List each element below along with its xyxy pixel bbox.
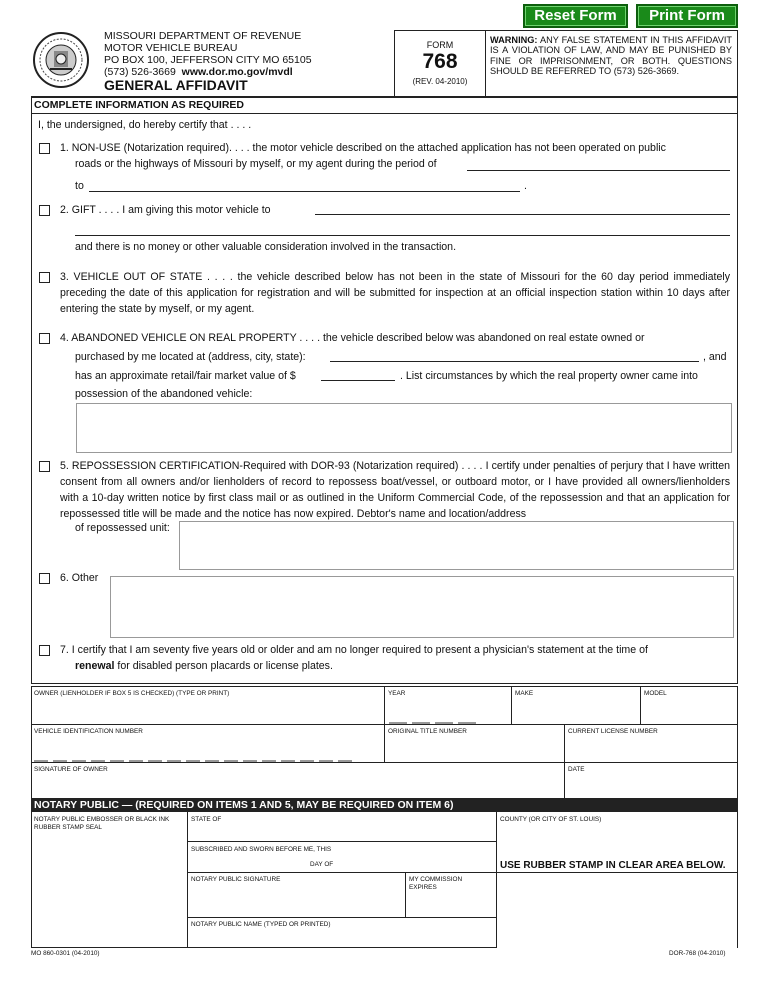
item-2-text-2: and there is no money or other valuable consideration involved in the transaction.: [75, 241, 457, 253]
notary-signature-label: NOTARY PUBLIC SIGNATURE: [191, 876, 281, 883]
owner-label: OWNER (LIENHOLDER IF BOX 5 IS CHECKED) (TYPE OR PRINT): [34, 690, 230, 697]
state-seal-icon: [32, 31, 90, 89]
rubber-stamp-label: USE RUBBER STAMP IN CLEAR AREA BELOW.: [500, 860, 726, 871]
year-input[interactable]: [389, 712, 479, 722]
item-4-text-5: possession of the abandoned vehicle:: [75, 388, 253, 400]
item-5-text-end: of repossessed unit:: [75, 522, 170, 534]
item-1-text: 1. NON-USE (Notarization required). . . . the motor vehicle described on the attached application has not been operated on public: [60, 142, 666, 154]
item-1-text-2: roads or the highways of Missouri by myself, or my agent during the period of: [75, 158, 437, 170]
notary-name-input[interactable]: [189, 930, 494, 946]
commission-input[interactable]: [407, 895, 494, 915]
form-revision: (REV. 04-2010): [412, 77, 468, 86]
owner-signature-input[interactable]: [33, 775, 562, 796]
make-label: MAKE: [515, 690, 534, 697]
warning-text: ANY FALSE STATEMENT IN THIS AFFIDAVIT IS A VIOLATION OF LAW, AND MAY BE PUNISHED BY FINE OR IMPRISONMENT, OR BOTH. QUESTIONS SHOULD BE REFERRED TO (573) 526-3669.: [490, 35, 732, 77]
signature-label: SIGNATURE OF OWNER: [34, 766, 108, 773]
vin-input[interactable]: [34, 750, 364, 760]
form-label: FORM: [426, 40, 454, 50]
page-title: GENERAL AFFIDAVIT: [104, 77, 248, 93]
item-4-text-4: . List circumstances by which the real property owner came into: [400, 370, 698, 382]
dept-name: MISSOURI DEPARTMENT OF REVENUE: [104, 30, 302, 42]
section-title: COMPLETE INFORMATION AS REQUIRED: [34, 99, 244, 111]
bureau-name: MOTOR VEHICLE BUREAU: [104, 42, 238, 54]
item-6-other-input[interactable]: [110, 576, 734, 638]
warning-box: [484, 30, 738, 97]
date-input[interactable]: [566, 775, 735, 796]
warning-label: WARNING:: [490, 35, 538, 45]
address: PO BOX 100, JEFFERSON CITY MO 65105: [104, 54, 312, 66]
item-3-text: 3. VEHICLE OUT OF STATE . . . . the vehicle described below has not been in the state of Missouri for the 60 day period immediately preceding the date of this application for registration and will be submitted for inspection at an official inspection station within 10 days after entering the state by myself, or my agent.: [60, 271, 730, 315]
item-7-text: 7. I certify that I am seventy five years old or older and am no longer required to present a physician's statement at the time of: [60, 644, 648, 656]
state-of-input[interactable]: [189, 825, 494, 840]
model-label: MODEL: [644, 690, 667, 697]
item-4-value-field[interactable]: [321, 380, 395, 381]
reset-form-button[interactable]: Reset Form: [523, 4, 628, 28]
item-4-address-field[interactable]: [330, 361, 699, 362]
item-4-text: 4. ABANDONED VEHICLE ON REAL PROPERTY . . . . the vehicle described below was abandoned on real estate owned or: [60, 332, 645, 344]
notary-seal-label: NOTARY PUBLIC EMBOSSER OR BLACK INK RUBBER STAMP SEAL: [34, 816, 170, 831]
day-of-label: DAY OF: [310, 861, 334, 868]
phone: (573) 526-3669: [104, 66, 176, 78]
item-1-period-to-field[interactable]: [89, 191, 520, 192]
item-7-text-2: [75, 658, 333, 674]
commission-label: MY COMMISSION EXPIRES: [409, 876, 463, 891]
license-label: CURRENT LICENSE NUMBER: [568, 728, 658, 735]
item-5-text: 5. REPOSSESSION CERTIFICATION-Required with DOR-93 (Notarization required) . . . . I certify under penalties of perjury that I have written consent from all owners and/or lienholders of record to repossess boat/vessel, or outboard motor, or I have provided all owners/lienholders with a 10-day written notice by first class mail or as outlined in the Uniform Commercial Code, of the repossession and that an application for repossessed title will be made and the notice has now expired. Debtor's name and location/address: [60, 460, 730, 520]
original-title-label: ORIGINAL TITLE NUMBER: [388, 728, 467, 735]
checkbox-item-4[interactable]: [39, 333, 50, 344]
website-link[interactable]: www.dor.mo.gov/mvdl: [181, 66, 293, 78]
checkbox-item-5[interactable]: [39, 461, 50, 472]
item-1-end: .: [524, 180, 527, 192]
checkbox-item-7[interactable]: [39, 645, 50, 656]
checkbox-item-2[interactable]: [39, 205, 50, 216]
item-4-circumstances-input[interactable]: [76, 403, 732, 453]
item-4-text-3: has an approximate retail/fair market value of $: [75, 370, 296, 382]
footer-left: MO 860-0301 (04-2010): [31, 950, 100, 957]
vin-label: VEHICLE IDENTIFICATION NUMBER: [34, 728, 143, 735]
form-number-box: [394, 30, 486, 97]
item-2-recipient-field[interactable]: [315, 214, 730, 215]
item-6-text: 6. Other: [60, 572, 99, 584]
notary-signature-input[interactable]: [189, 885, 403, 915]
intro-text: I, the undersigned, do hereby certify that . . . .: [38, 119, 252, 131]
county-label: COUNTY (OR CITY OF ST. LOUIS): [500, 816, 602, 823]
year-label: YEAR: [388, 690, 406, 697]
owner-input[interactable]: [33, 699, 382, 722]
checkbox-item-1[interactable]: [39, 143, 50, 154]
item-2-recipient-field-2[interactable]: [75, 235, 730, 236]
item-7-rest: for disabled person placards or license plates.: [114, 660, 333, 672]
print-form-button[interactable]: Print Form: [636, 4, 738, 28]
checkbox-item-3[interactable]: [39, 272, 50, 283]
footer-right: DOR-768 (04-2010): [669, 950, 726, 957]
notary-name-label: NOTARY PUBLIC NAME (TYPED OR PRINTED): [191, 921, 331, 928]
item-7-bold: renewal: [75, 660, 115, 672]
item-1-period-from-field[interactable]: [467, 170, 730, 171]
notary-title-bar: NOTARY PUBLIC — (REQUIRED ON ITEMS 1 AND 5, MAY BE REQUIRED ON ITEM 6): [31, 798, 738, 812]
item-2-text: 2. GIFT . . . . I am giving this motor vehicle to: [60, 204, 271, 216]
form-number: 768: [422, 50, 458, 73]
sworn-label: SUBSCRIBED AND SWORN BEFORE ME, THIS: [191, 846, 332, 853]
item-5-debtor-input[interactable]: [179, 521, 734, 570]
state-of-label: STATE OF: [191, 816, 222, 823]
original-title-input[interactable]: [386, 737, 562, 760]
date-label: DATE: [568, 766, 585, 773]
item-1-to-label: to: [75, 180, 84, 192]
item-4-text-2: purchased by me located at (address, city, state):: [75, 351, 306, 363]
checkbox-item-6[interactable]: [39, 573, 50, 584]
county-input[interactable]: [498, 825, 735, 855]
item-4-and: , and: [703, 351, 727, 363]
model-input[interactable]: [642, 699, 735, 722]
make-input[interactable]: [513, 699, 638, 722]
license-input[interactable]: [566, 737, 735, 760]
